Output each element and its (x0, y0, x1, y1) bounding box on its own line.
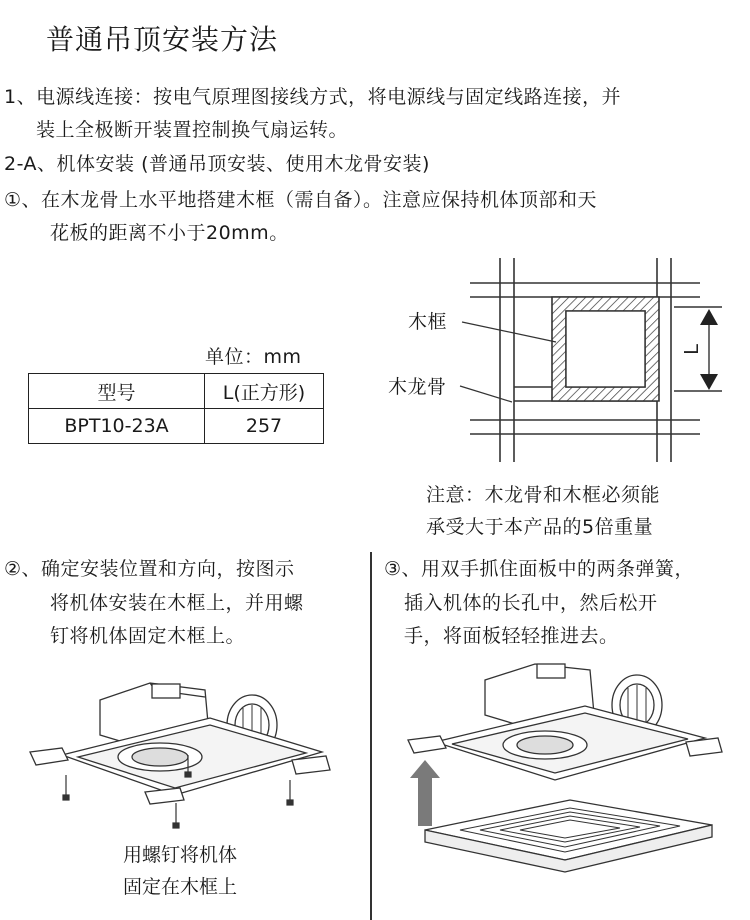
sub3-line1: ③、用双手抓住面板中的两条弹簧， (384, 558, 695, 580)
corner-tab (408, 736, 446, 753)
sub1-line2: 花板的距离不小于20mm。 (50, 222, 289, 244)
corner-tab (686, 738, 722, 756)
note-line1: 注意：木龙骨和木框必须能 (426, 484, 661, 506)
sub1-line1: ①、在木龙骨上水平地搭建木框（需自备）。注意应保持机体顶部和天 (4, 189, 598, 211)
step2a-heading: 2-A、机体安装 (普通吊顶安装、使用木龙骨安装) (4, 153, 430, 175)
junction-box (537, 664, 565, 678)
unit-label: 单位：mm (205, 346, 302, 368)
sub2-line2: 将机体安装在木框上，并用螺 (50, 592, 304, 614)
step1-line2: 装上全极断开装置控制换气扇运转。 (36, 119, 349, 141)
label-wood-frame: 木框 (408, 311, 448, 333)
dimension-label: L (681, 343, 703, 355)
table-cell-model: BPT10-23A (29, 409, 205, 444)
sub2-line3: 钉将机体固定木框上。 (50, 625, 246, 647)
left-caption-line2: 固定在木框上 (122, 876, 237, 898)
table-header-length: L(正方形) (205, 374, 324, 409)
table-header-model: 型号 (29, 374, 205, 409)
sub3-line2: 插入机体的长孔中，然后松开 (404, 592, 658, 614)
note-line2: 承受大于本产品的5倍重量 (426, 516, 654, 538)
sub3-line3: 手，将面板轻轻推进去。 (404, 625, 619, 647)
label-wood-joist: 木龙骨 (388, 376, 447, 398)
table-cell-length: 257 (205, 409, 324, 444)
page-title: 普通吊顶安装方法 (46, 23, 279, 56)
push-up-arrow-icon (410, 760, 440, 826)
sub2-line1: ②、确定安装位置和方向，按图示 (4, 558, 295, 580)
step1-line1: 1、电源线连接：按电气原理图接线方式，将电源线与固定线路连接，并 (4, 86, 622, 108)
left-caption-line1: 用螺钉将机体 (122, 844, 237, 866)
